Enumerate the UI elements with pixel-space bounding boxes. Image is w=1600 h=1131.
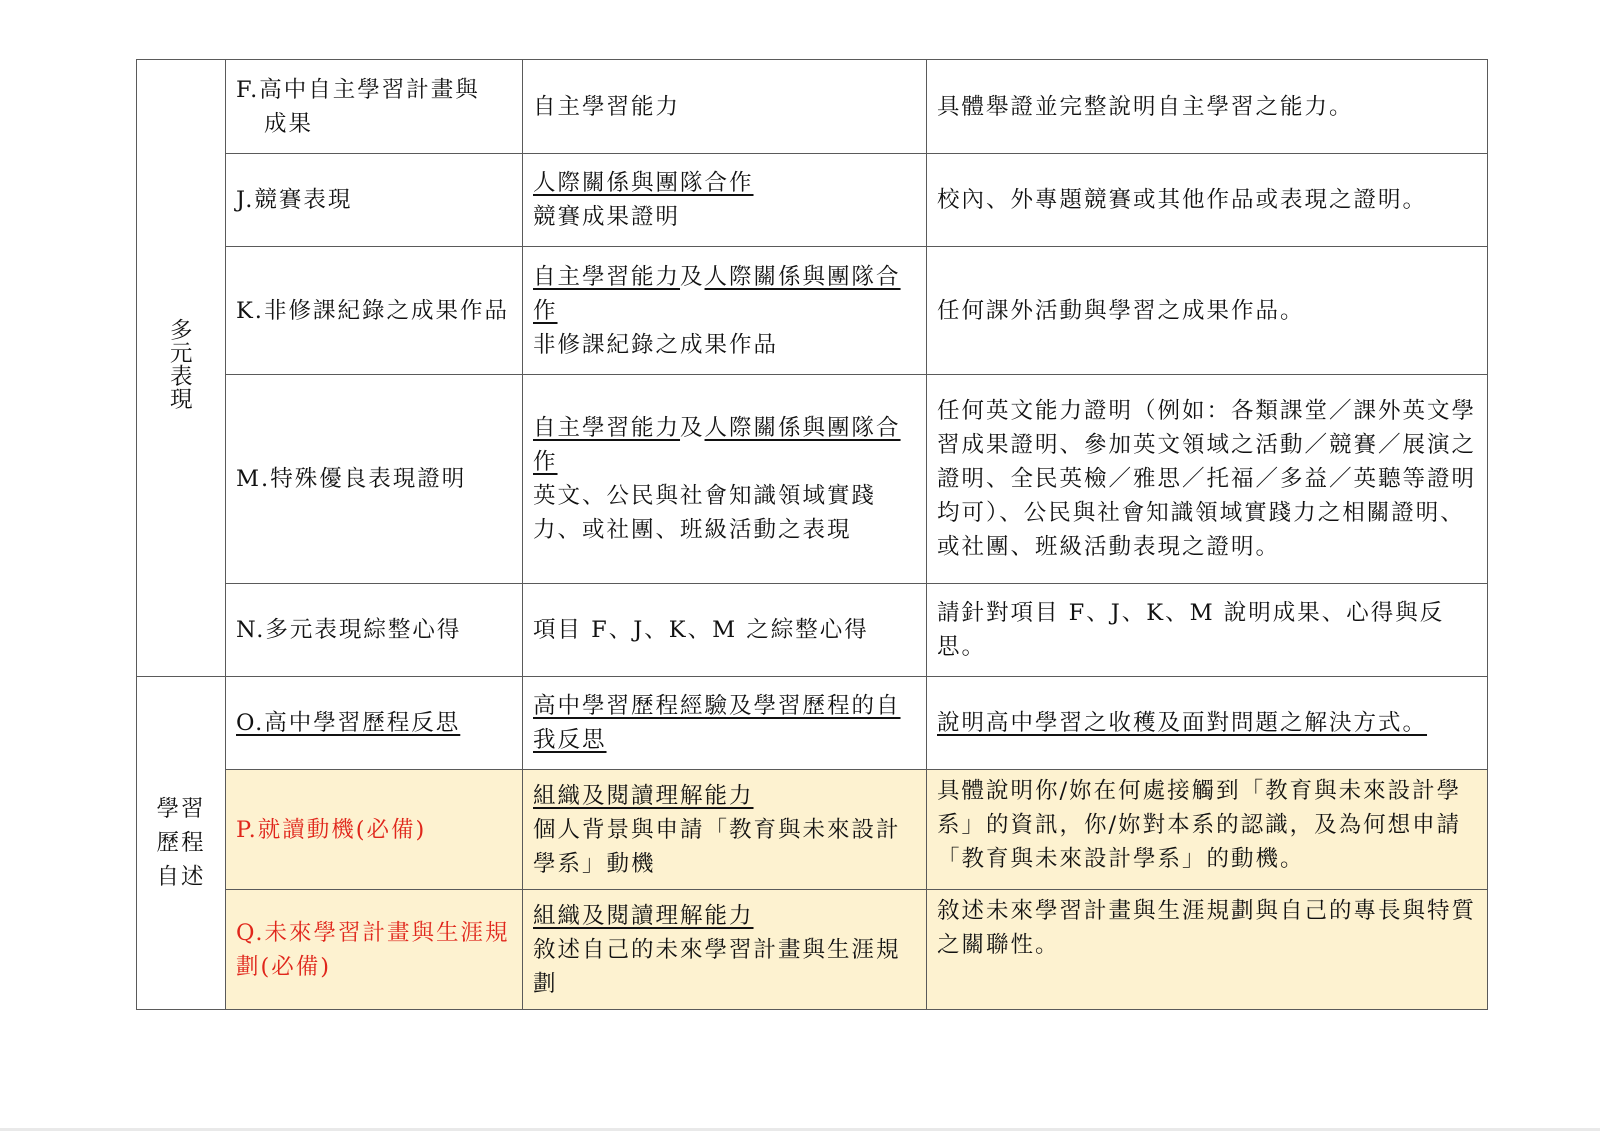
ability-cell bbox=[523, 584, 927, 677]
item-label: F.高中自主學習計畫與 bbox=[236, 76, 480, 103]
item-label-required: Q.未來學習計畫與生涯規劃(必備) bbox=[236, 919, 510, 980]
ability-label: 項目 F、J、K、M 之綜整心得 bbox=[533, 617, 869, 643]
ability-cell bbox=[523, 247, 927, 375]
category-label: 多元表現 bbox=[170, 317, 195, 413]
item-label: K.非修課紀錄之成果作品 bbox=[236, 297, 509, 324]
category-multi bbox=[137, 60, 226, 677]
ability-cell bbox=[523, 770, 927, 890]
ability-detail: 非修課紀錄之成果作品 bbox=[533, 331, 779, 358]
ability-cell bbox=[523, 677, 927, 770]
table-row bbox=[137, 677, 1488, 770]
item-cell bbox=[226, 584, 523, 677]
table-row bbox=[137, 154, 1488, 247]
ability-underlined: 自主學習能力 bbox=[533, 263, 681, 290]
ability-detail: 英文、公民與社會知識領域實踐力、或社團、班級活動之表現 bbox=[533, 483, 877, 543]
item-label: J.競賽表現 bbox=[236, 187, 353, 213]
ability-underlined: 人際關係與團隊合作 bbox=[533, 170, 754, 196]
ability-cell bbox=[523, 375, 927, 584]
ability-detail: 敘述自己的未來學習計畫與生涯規劃 bbox=[533, 936, 901, 997]
description-text: 具體說明你/妳在何處接觸到「教育與未來設計學系」的資訊，你/妳對本系的認識，及為何想申請「教育與未來設計學系」的動機。 bbox=[937, 778, 1462, 872]
description-cell bbox=[927, 375, 1488, 584]
ability-underlined: 高中學習歷程經驗及學習歷程的自我反思 bbox=[533, 693, 901, 753]
description-text: 任何英文能力證明（例如：各類課堂／課外英文學習成果證明、參加英文領域之活動／競賽／展演之證明、全民英檢／雅思／托福／多益／英聽等證明均可）、公民與社會知識領域實踐力之相關證明、或社團、班級活動表現之證明。 bbox=[937, 398, 1477, 560]
description-cell bbox=[927, 677, 1488, 770]
item-cell bbox=[226, 154, 523, 247]
item-label: O.高中學習歷程反思 bbox=[236, 710, 461, 736]
item-cell bbox=[226, 375, 523, 584]
description-text: 校內、外專題競賽或其他作品或表現之證明。 bbox=[937, 187, 1428, 213]
item-label-required: P.就讀動機(必備) bbox=[236, 816, 427, 843]
ability-underlined: 組織及閱讀理解能力 bbox=[533, 782, 754, 809]
description-text: 敘述未來學習計畫與生涯規劃與自己的專長與特質之關聯性。 bbox=[937, 898, 1477, 958]
item-cell bbox=[226, 677, 523, 770]
description-cell bbox=[927, 247, 1488, 375]
ability-underlined: 組織及閱讀理解能力 bbox=[533, 902, 754, 929]
ability-underlined: 自主學習能力 bbox=[533, 415, 681, 441]
ability-underlined: 人際關係與團隊合作 bbox=[533, 415, 901, 475]
ability-underlined: 人際關係與團隊合作 bbox=[533, 263, 901, 324]
item-cell bbox=[226, 890, 523, 1010]
item-label-cont: 成果 bbox=[264, 110, 314, 137]
description-cell bbox=[927, 890, 1488, 1010]
item-label: M.特殊優良表現證明 bbox=[236, 466, 467, 492]
description-text: 請針對項目 F、J、K、M 說明成果、心得與反思。 bbox=[937, 600, 1445, 660]
description-text: 具體舉證並完整說明自主學習之能力。 bbox=[937, 93, 1354, 120]
item-cell bbox=[226, 60, 523, 154]
table-row bbox=[137, 60, 1488, 154]
ability-cell bbox=[523, 890, 927, 1010]
description-text: 任何課外活動與學習之成果作品。 bbox=[937, 297, 1305, 324]
category-label: 學習 bbox=[156, 796, 206, 822]
ability-cell bbox=[523, 154, 927, 247]
description-cell bbox=[927, 770, 1488, 890]
table-row bbox=[137, 247, 1488, 375]
description-text: 說明高中學習之收穫及面對問題之解決方式。 bbox=[937, 710, 1428, 736]
table-row bbox=[137, 770, 1488, 890]
table-row bbox=[137, 890, 1488, 1010]
description-cell bbox=[927, 584, 1488, 677]
ability-cell bbox=[523, 60, 927, 154]
ability-join: 及 bbox=[680, 415, 705, 441]
category-label: 歷程 bbox=[156, 830, 206, 856]
item-cell bbox=[226, 770, 523, 890]
category-history bbox=[137, 677, 226, 1010]
table-row bbox=[137, 375, 1488, 584]
description-cell bbox=[927, 154, 1488, 247]
item-label: N.多元表現綜整心得 bbox=[236, 617, 462, 643]
criteria-table bbox=[136, 59, 1488, 1010]
ability-label: 自主學習能力 bbox=[533, 93, 681, 120]
table-row bbox=[137, 584, 1488, 677]
description-cell bbox=[927, 60, 1488, 154]
category-label: 自述 bbox=[156, 864, 206, 890]
ability-join: 及 bbox=[680, 263, 705, 290]
ability-detail: 競賽成果證明 bbox=[533, 204, 681, 230]
ability-detail: 個人背景與申請「教育與未來設計學系」動機 bbox=[533, 816, 901, 877]
item-cell bbox=[226, 247, 523, 375]
